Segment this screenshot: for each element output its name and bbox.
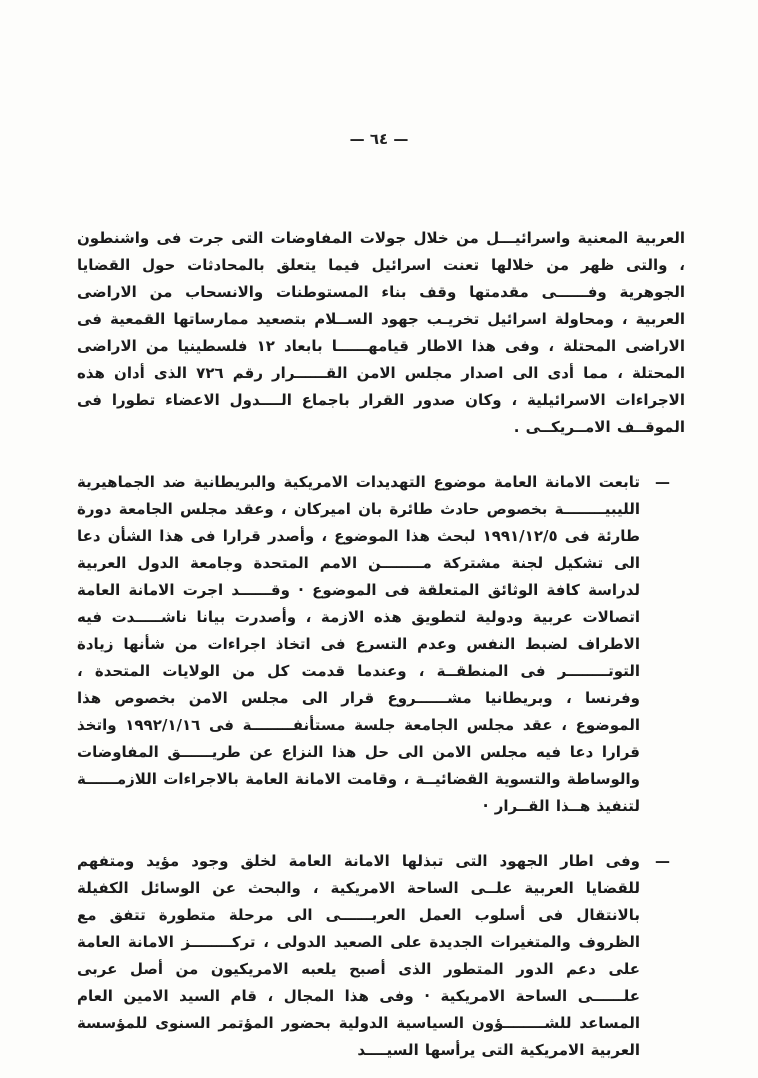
paragraph-dash-marker: — [655,473,670,491]
paragraph [77,848,685,1064]
paragraph-text: العربية المعنية واسرائيـــل من خلال جولات المفاوضات التى جرت فى واشنطون ، والتى ظهر من خلالها تعنت اسرائيل فيما يتعلق بالمحادثات حول القضايا الجوهرية وفــــــى مقدمتها وقف بناء المستوطنات والانسحاب من الاراضى العربية ، ومحاولة اسرائيل تخريـب جهود الســلام بتصعيد ممارساتها القمعية فى الاراضى المحتلة ، وفى هذا الاطار قيامهــــــا بابعاد ١٢ فلسطينيا من الاراضى المحتلة ، مما أدى الى اصدار مجلس الامن القــــــرار رقم ٧٢٦ الذى أدان هذه الاجراءات الاسرائيلية ، وكان صدور القرار باجماع الــــدول الاعضاء تطورا فى الموقــف الامــريكــى . [77,229,685,436]
paragraph-dash-marker: — [655,852,670,870]
paragraph [77,469,685,820]
paragraph-text: وفى اطار الجهود التى تبذلها الامانة العامة لخلق وجود مؤيد ومتفهم للقضايا العربية علــى الساحة الامريكية ، والبحث عن الوسائل الكفيلة بالانتقال فى أسلوب العمل العربــــــى الى مرحلة متطورة تتفق مع الظروف والمتغيرات الجديدة على الصعيد الدولى ، تركــــــــز الامانة العامة على دعم الدور المتطور الذى أصبح يلعبه الامريكيون من أصل عربى علــــــى الساحة الامريكية · وفى هذا المجال ، قام السيد الامين العام المساعد للشــــــــؤون السياسية الدولية بحضور المؤتمر السنوى للمؤسسة العربية الامريكية التى يرأسها السيــــد [77,852,640,1059]
document-text-block [77,225,685,1078]
paragraph [77,225,685,441]
page-number: — ٦٤ — [349,130,409,148]
paragraph-text: تابعت الامانة العامة موضوع التهديدات الامريكية والبريطانية ضد الجماهيرية الليبيــــــــة بخصوص حادث طائرة بان اميركان ، وعقد مجلس الجامعة دورة طارئة فى ١٩٩١/١٢/٥ لبحث هذا الموضوع ، وأصدر قرارا فى هذا الشأن دعا الى تشكيل لجنة مشتركة مــــــــن الامم المتحدة وجامعة الدول العربية لدراسة كافة الوثائق المتعلقة فى الموضوع · وقــــــد اجرت الامانة العامة اتصالات عربية ودولية لتطويق هذه الازمة ، وأصدرت بيانا ناشـــــدت فيه الاطراف لضبط النفس وعدم التسرع فى اتخاذ اجراءات من شأنها زيادة التوتــــــــر فى المنطقــة ، وعندما قدمت كل من الولايات المتحدة ، وفرنسا ، وبريطانيا مشــــــروع قرار الى مجلس الامن بخصوص هذا الموضوع ، عقد مجلس الجامعة جلسة مستأنفــــــــة فى ١٩٩٢/١/١٦ واتخذ قرارا دعا فيه مجلس الامن الى حل هذا النزاع عن طريــــــق المفاوضات والوساطة والتسوية القضائيــة ، وقامت الامانة العامة بالاجراءات اللازمــــــة لتنفيذ هــذا القــرار · [77,473,640,815]
